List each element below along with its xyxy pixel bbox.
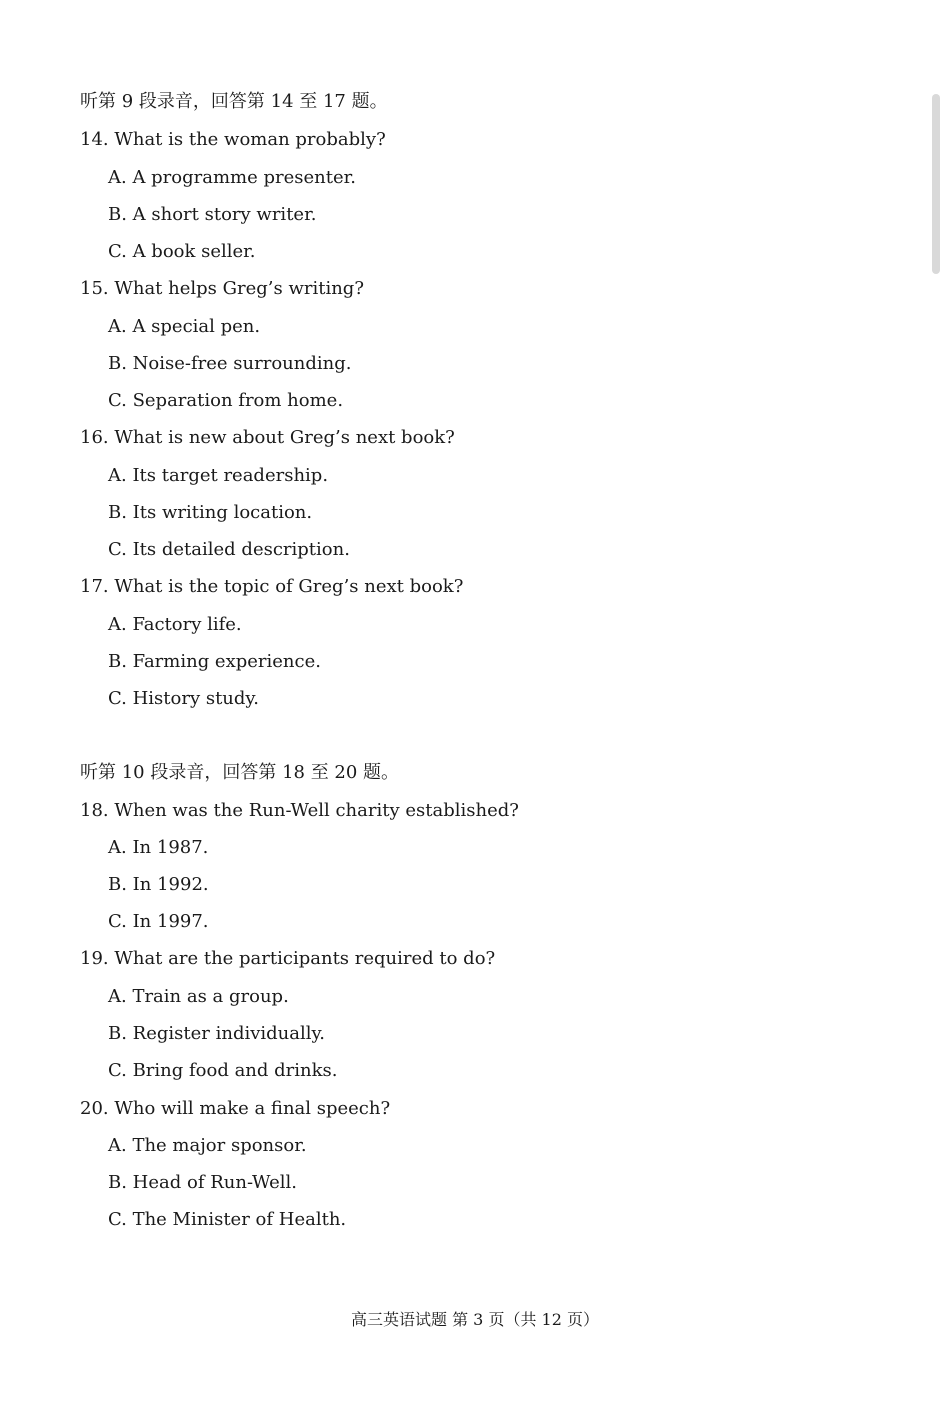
option-15-b: B. Noise-free surrounding.	[108, 353, 352, 374]
option-17-b: B. Farming experience.	[108, 651, 321, 672]
question-16: 16. What is new about Greg’s next book?	[80, 427, 455, 448]
option-20-c: C. The Minister of Health.	[108, 1209, 347, 1230]
question-19: 19. What are the participants required to do?	[80, 948, 496, 969]
option-20-a: A. The major sponsor.	[108, 1135, 307, 1156]
option-16-b: B. Its writing location.	[108, 502, 313, 523]
option-14-a: A. A programme presenter.	[108, 167, 356, 188]
question-20: 20. Who will make a final speech?	[80, 1098, 391, 1119]
option-18-b: B. In 1992.	[108, 874, 209, 895]
option-17-c: C. History study.	[108, 688, 259, 709]
option-16-a: A. Its target readership.	[108, 465, 329, 486]
question-15: 15. What helps Greg’s writing?	[80, 278, 364, 299]
section-heading: 听第 10 段录音，回答第 18 至 20 题。	[80, 762, 400, 783]
question-17: 17. What is the topic of Greg’s next book?	[80, 576, 464, 597]
option-16-c: C. Its detailed description.	[108, 539, 350, 560]
option-14-b: B. A short story writer.	[108, 204, 317, 225]
option-15-a: A. A special pen.	[108, 316, 261, 337]
option-19-a: A. Train as a group.	[108, 986, 289, 1007]
option-18-c: C. In 1997.	[108, 911, 209, 932]
question-14: 14. What is the woman probably?	[80, 129, 386, 150]
scrollbar[interactable]	[932, 94, 940, 274]
option-14-c: C. A book seller.	[108, 241, 256, 262]
option-19-c: C. Bring food and drinks.	[108, 1060, 338, 1081]
option-15-c: C. Separation from home.	[108, 390, 344, 411]
option-20-b: B. Head of Run-Well.	[108, 1172, 297, 1193]
section-heading: 听第 9 段录音，回答第 14 至 17 题。	[80, 91, 388, 112]
question-18: 18. When was the Run-Well charity established?	[80, 800, 519, 821]
page-footer: 高三英语试题 第 3 页（共 12 页）	[351, 1310, 599, 1329]
option-17-a: A. Factory life.	[108, 614, 242, 635]
option-19-b: B. Register individually.	[108, 1023, 326, 1044]
option-18-a: A. In 1987.	[108, 837, 209, 858]
